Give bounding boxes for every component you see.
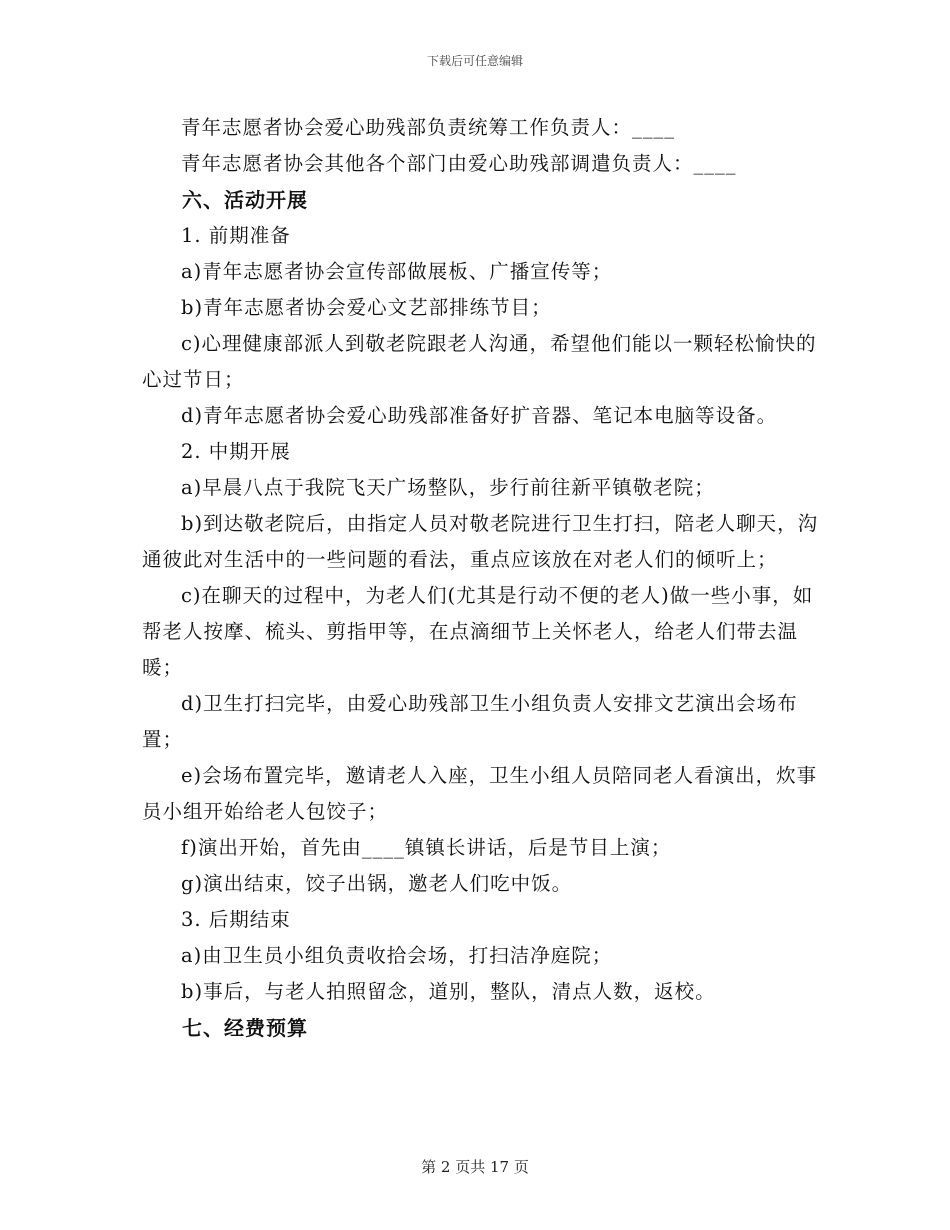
list-item: a)由卫生员小组负责收拾会场，打扫洁净庭院； xyxy=(181,944,613,967)
subsection-heading: 2. 中期开展 xyxy=(181,440,291,463)
paragraph: 青年志愿者协会其他各个部门由爱心助残部调遣负责人：____ xyxy=(181,152,737,175)
list-item: b)到达敬老院后，由指定人员对敬老院进行卫生打扫，陪老人聊天，沟通彼此对生活中的一些问题的看法，重点应该放在对老人们的倾听上； xyxy=(142,512,819,571)
list-item: b)事后，与老人拍照留念，道别，整队，清点人数，返校。 xyxy=(181,980,716,1003)
list-item: a)青年志愿者协会宣传部做展板、广播宣传等； xyxy=(181,260,613,283)
document-body xyxy=(142,110,822,1046)
list-item: c)心理健康部派人到敬老院跟老人沟通，希望他们能以一颗轻松愉快的心过节日； xyxy=(142,332,817,391)
subsection-heading: 1. 前期准备 xyxy=(181,224,291,247)
list-item: a)早晨八点于我院飞天广场整队，步行前往新平镇敬老院； xyxy=(181,476,715,499)
list-item: e)会场布置完毕，邀请老人入座，卫生小组人员陪同老人看演出，炊事员小组开始给老人包饺子； xyxy=(142,764,818,823)
paragraph: 青年志愿者协会爱心助残部负责统筹工作负责人：____ xyxy=(181,116,676,139)
list-item: d)青年志愿者协会爱心助残部准备好扩音器、笔记本电脑等设备。 xyxy=(181,404,778,427)
page-footer: 第 2 页共 17 页 xyxy=(421,1158,529,1176)
list-item: b)青年志愿者协会爱心文艺部排练节目； xyxy=(181,296,552,319)
subsection-heading: 3. 后期结束 xyxy=(181,908,291,931)
list-item: c)在聊天的过程中，为老人们(尤其是行动不便的老人)做一些小事，如帮老人按摩、梳头、剪指甲等，在点滴细节上关怀老人，给老人们带去温暖； xyxy=(142,584,814,679)
list-item: g)演出结束，饺子出锅，邀老人们吃中饭。 xyxy=(181,872,573,895)
page-header: 下载后可任意编辑 xyxy=(426,54,523,68)
section-heading: 七、经费预算 xyxy=(182,1016,308,1040)
list-item: d)卫生打扫完毕，由爱心助残部卫生小组负责人安排文艺演出会场布置； xyxy=(142,692,798,751)
list-item: f)演出开始，首先由____镇镇长讲话，后是节目上演； xyxy=(181,836,672,859)
section-heading: 六、活动开展 xyxy=(182,188,308,212)
